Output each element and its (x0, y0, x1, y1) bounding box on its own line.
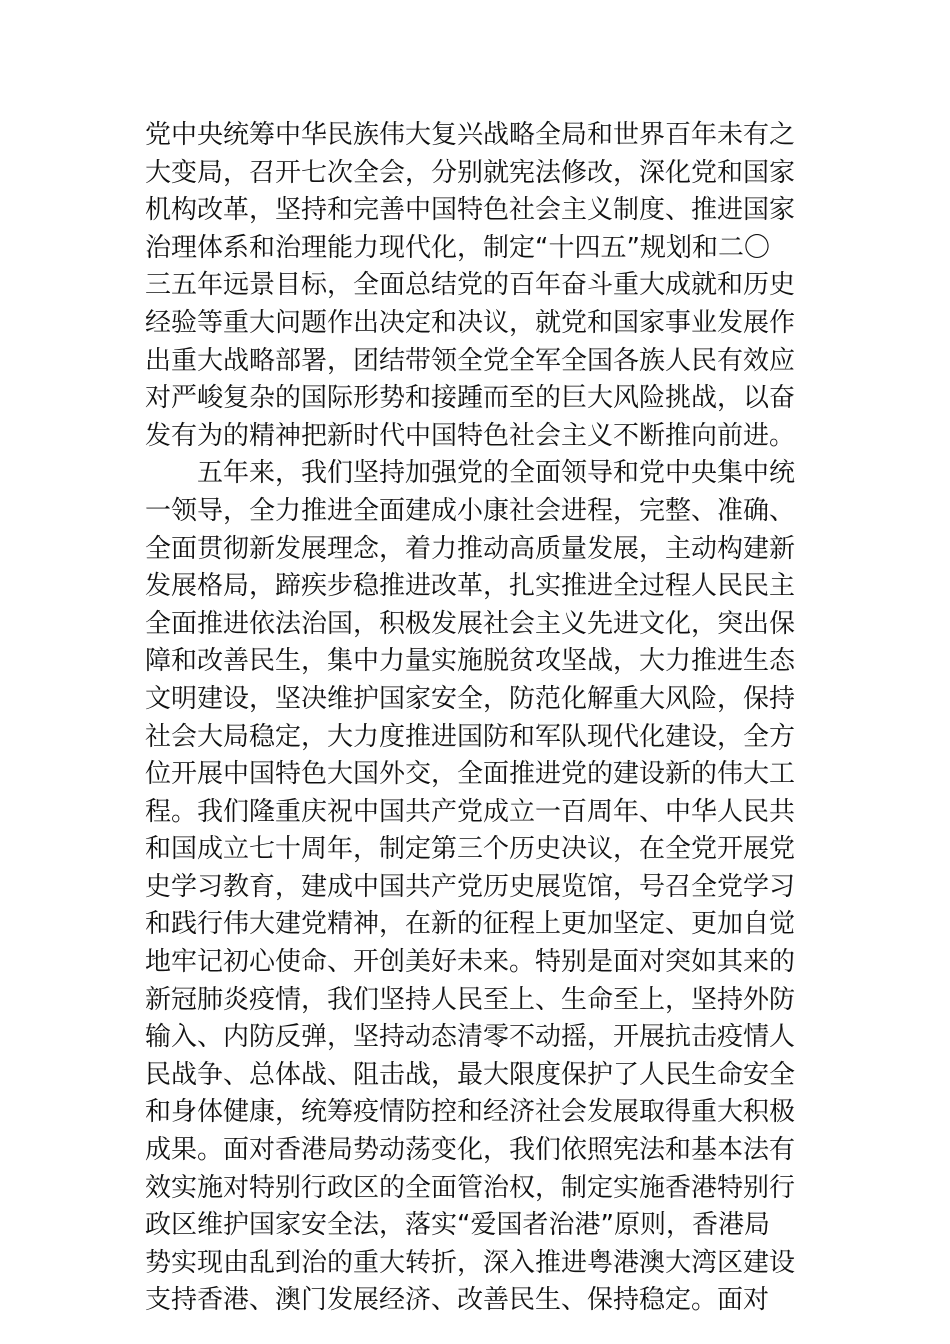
text-line: 机构改革，坚持和完善中国特色社会主义制度、推进国家 (145, 195, 796, 226)
text-line: 和国成立七十周年，制定第三个历史决议，在全党开展党 (145, 834, 796, 865)
paragraph-1 (145, 117, 815, 455)
text-line: 治理体系和治理能力现代化，制定“十四五”规划和二〇 (145, 232, 770, 263)
text-line: 支持香港、澳门发展经济、改善民生、保持稳定。面对 (145, 1285, 770, 1316)
text-line: 发有为的精神把新时代中国特色社会主义不断推向前进。 (145, 420, 796, 451)
text-line: 全面推进依法治国，积极发展社会主义先进文化，突出保 (145, 608, 796, 639)
text-line: 位开展中国特色大国外交，全面推进党的建设新的伟大工 (145, 759, 796, 790)
text-line: 发展格局，蹄疾步稳推进改革，扎实推进全过程人民民主 (145, 571, 796, 602)
text-line: 政区维护国家安全法，落实“爱国者治港”原则，香港局 (145, 1210, 770, 1241)
text-line: 文明建设，坚决维护国家安全，防范化解重大风险，保持 (145, 683, 796, 714)
text-line: 史学习教育，建成中国共产党历史展览馆，号召全党学习 (145, 871, 796, 902)
text-line: 大变局，召开七次全会，分别就宪法修改，深化党和国家 (145, 157, 796, 188)
text-line: 程。我们隆重庆祝中国共产党成立一百周年、中华人民共 (145, 796, 796, 827)
text-line: 出重大战略部署，团结带领全党全军全国各族人民有效应 (145, 345, 796, 376)
text-line: 社会大局稳定，大力度推进国防和军队现代化建设，全方 (145, 721, 796, 752)
text-line: 和践行伟大建党精神，在新的征程上更加坚定、更加自觉 (145, 909, 796, 940)
text-line: 障和改善民生，集中力量实施脱贫攻坚战，大力推进生态 (145, 646, 796, 677)
text-line: 经验等重大问题作出决定和决议，就党和国家事业发展作 (145, 307, 796, 338)
text-line: 三五年远景目标，全面总结党的百年奋斗重大成就和历史 (145, 270, 796, 301)
paragraph-2 (145, 455, 815, 1320)
text-line: 势实现由乱到治的重大转折，深入推进粤港澳大湾区建设 (145, 1247, 796, 1278)
text-line: 和身体健康，统筹疫情防控和经济社会发展取得重大积极 (145, 1097, 796, 1128)
text-line: 输入、内防反弹，坚持动态清零不动摇，开展抗击疫情人 (145, 1022, 796, 1053)
text-line: 全面贯彻新发展理念，着力推动高质量发展，主动构建新 (145, 533, 796, 564)
text-line: 民战争、总体战、阻击战，最大限度保护了人民生命安全 (145, 1059, 796, 1090)
body-text (145, 117, 815, 1320)
text-line: 效实施对特别行政区的全面管治权，制定实施香港特别行 (145, 1172, 796, 1203)
text-line: 成果。面对香港局势动荡变化，我们依照宪法和基本法有 (145, 1135, 796, 1166)
text-line: 一领导，全力推进全面建成小康社会进程，完整、准确、 (145, 495, 796, 526)
text-line: 党中央统筹中华民族伟大复兴战略全局和世界百年未有之 (145, 120, 796, 150)
text-line-indented: 五年来，我们坚持加强党的全面领导和党中央集中统 (197, 458, 796, 489)
text-line: 对严峻复杂的国际形势和接踵而至的巨大风险挑战，以奋 (145, 383, 796, 414)
text-line: 地牢记初心使命、开创美好未来。特别是面对突如其来的 (145, 947, 796, 978)
text-line: 新冠肺炎疫情，我们坚持人民至上、生命至上，坚持外防 (145, 984, 796, 1015)
